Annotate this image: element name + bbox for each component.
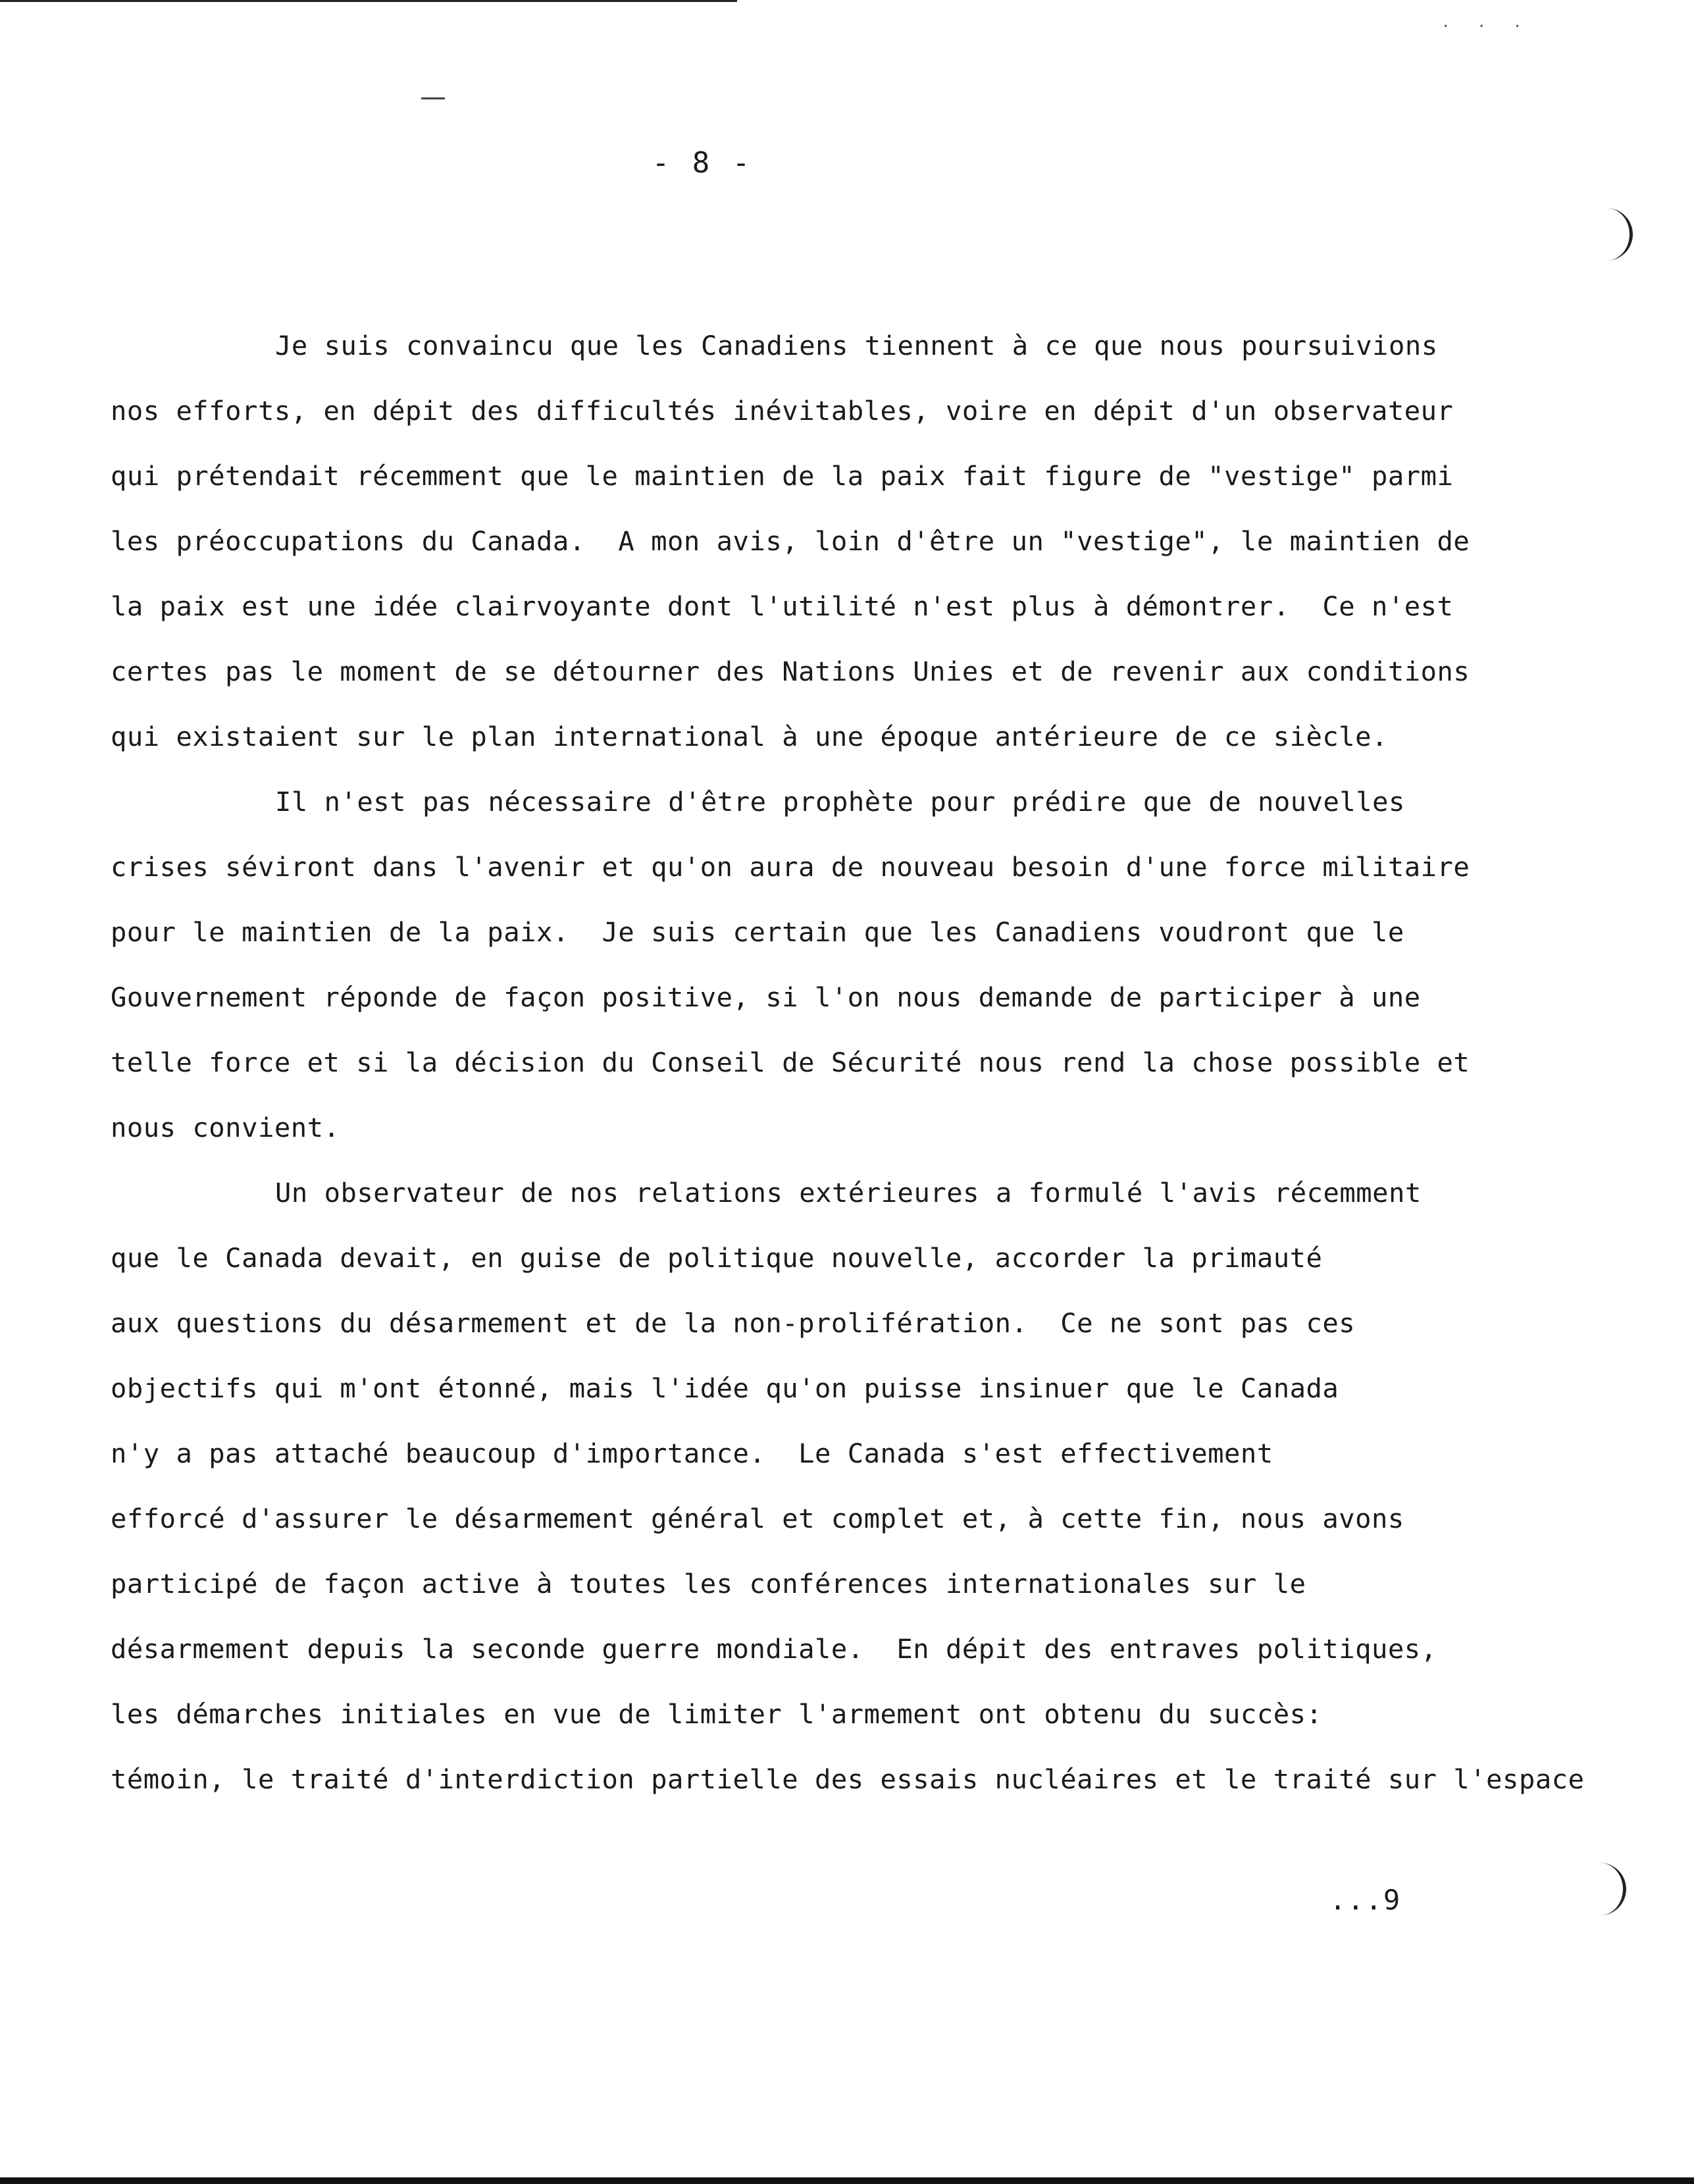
top-edge-rule	[0, 0, 737, 2]
page-number: - 8 -	[652, 146, 753, 180]
body-text	[111, 313, 1611, 1812]
text-line: pour le maintien de la paix. Je suis certain que les Canadiens voudront que le	[111, 916, 1404, 948]
text-line: qui prétendait récemment que le maintien de la paix fait figure de "vestige" parmi	[111, 460, 1454, 492]
binder-hole-top	[1606, 208, 1633, 261]
text-line: que le Canada devait, en guise de politique nouvelle, accorder la primauté	[111, 1242, 1323, 1274]
text-line: Gouvernement réponde de façon positive, si l'on nous demande de participer à une	[111, 981, 1421, 1013]
text-line: la paix est une idée clairvoyante dont l'utilité n'est plus à démontrer. Ce n'est	[111, 590, 1454, 622]
corner-marks: · · ·	[1441, 18, 1531, 35]
text-line: les démarches initiales en vue de limiter l'armement ont obtenu du succès:	[111, 1698, 1323, 1730]
bottom-edge-rule	[0, 2177, 1694, 2184]
text-line: objectifs qui m'ont étonné, mais l'idée qu'on puisse insinuer que le Canada	[111, 1372, 1339, 1404]
text-line: nous convient.	[111, 1112, 340, 1143]
text-line: telle force et si la décision du Conseil de Sécurité nous rend la chose possible et	[111, 1047, 1470, 1078]
text-line: qui existaient sur le plan international à une époque antérieure de ce siècle.	[111, 721, 1388, 752]
text-line: Un observateur de nos relations extérieures a formulé l'avis récemment	[275, 1177, 1422, 1209]
text-line: Je suis convaincu que les Canadiens tiennent à ce que nous poursuivions	[275, 330, 1438, 361]
text-line: désarmement depuis la seconde guerre mondiale. En dépit des entraves politiques,	[111, 1633, 1437, 1665]
text-line: témoin, le traité d'interdiction partielle des essais nucléaires et le traité sur l'espace	[111, 1763, 1585, 1795]
text-line: n'y a pas attaché beaucoup d'importance. Le Canada s'est effectivement	[111, 1438, 1273, 1469]
text-line: aux questions du désarmement et de la non-prolifération. Ce ne sont pas ces	[111, 1307, 1356, 1339]
text-line: nos efforts, en dépit des difficultés inévitables, voire en dépit d'un observateur	[111, 395, 1454, 427]
text-line: certes pas le moment de se détourner des Nations Unies et de revenir aux conditions	[111, 656, 1470, 687]
binder-hole-bottom	[1599, 1863, 1626, 1915]
text-line: participé de façon active à toutes les conférences internationales sur le	[111, 1568, 1306, 1599]
text-line: efforcé d'assurer le désarmement général et complet et, à cette fin, nous avons	[111, 1503, 1404, 1534]
text-line: Il n'est pas nécessaire d'être prophète pour prédire que de nouvelles	[275, 786, 1405, 818]
dash-mark	[421, 97, 445, 99]
text-line: les préoccupations du Canada. A mon avis, loin d'être un "vestige", le maintien de	[111, 525, 1470, 557]
text-line: crises séviront dans l'avenir et qu'on aura de nouveau besoin d'une force militaire	[111, 851, 1470, 883]
continued-marker: ...9	[1329, 1884, 1402, 1916]
